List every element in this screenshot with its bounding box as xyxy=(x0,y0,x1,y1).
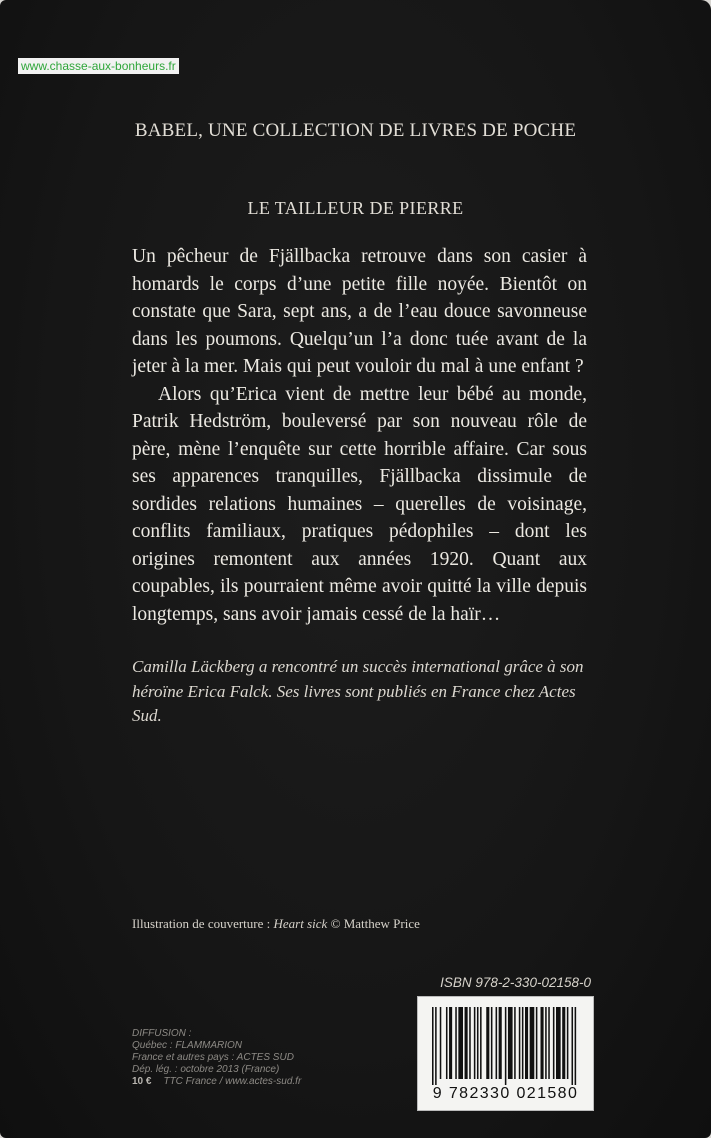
distribution-line-4: TTC France / www.actes-sud.fr xyxy=(163,1076,302,1087)
isbn-number: ISBN 978-2-330-02158-0 xyxy=(440,975,591,990)
illustration-credit xyxy=(132,916,420,932)
distribution-heading: DIFFUSION : xyxy=(132,1028,192,1039)
barcode-bar xyxy=(458,1007,463,1079)
barcode-bar xyxy=(446,1007,448,1079)
barcode-bar xyxy=(556,1007,561,1079)
barcode-bar xyxy=(519,1007,521,1079)
distribution-line-2: France et autres pays : ACTES SUD xyxy=(132,1052,294,1063)
summary-text xyxy=(132,243,587,628)
barcode-bar xyxy=(541,1007,544,1079)
distribution-line-3: Dép. lég. : octobre 2013 (France) xyxy=(132,1064,280,1075)
barcode-bar xyxy=(486,1007,489,1079)
price: 10 € xyxy=(132,1076,152,1087)
summary-paragraph-2: Alors qu’Erica vient de mettre leur bébé au monde, Patrik Hedström, bouleversé par son nouveau rôle de père, mène l’enquête sur cette horrible affaire. Car sous ses apparences tranquilles, Fjällbacka dissimule de sordides relations humaines – querelles de voisinage, conflits familiaux, pratiques pédophiles – dont les origines remontent aux années 1920. Quant aux coupables, ils pourraient même avoir quitté la ville depuis longtemps, sans avoir jamais cessé de la haïr… xyxy=(132,383,587,625)
barcode-bar xyxy=(514,1007,516,1079)
barcode-bar xyxy=(522,1007,524,1079)
barcode-bar xyxy=(432,1007,434,1085)
barcode-bar xyxy=(505,1007,507,1085)
barcode-digits: 9 782330 021580 xyxy=(432,1085,579,1102)
credit-suffix: © Matthew Price xyxy=(327,916,420,931)
barcode-bar xyxy=(477,1007,479,1079)
barcode-bar xyxy=(469,1007,471,1079)
barcode-bar xyxy=(455,1007,457,1079)
barcode-bar xyxy=(499,1007,502,1079)
barcode-bar xyxy=(480,1007,482,1079)
barcode-bar xyxy=(491,1007,493,1079)
barcode-bar xyxy=(465,1007,468,1079)
barcode-bar xyxy=(435,1007,437,1085)
collection-heading: BABEL, UNE COLLECTION DE LIVRES DE POCHE xyxy=(134,120,577,141)
barcode xyxy=(417,996,594,1111)
distribution-line-1: Québec : FLAMMARION xyxy=(132,1040,243,1051)
barcode-bar xyxy=(548,1007,550,1079)
summary-paragraph-1: Un pêcheur de Fjällbacka retrouve dans son casier à homards le corps d’une petite fille noyée. Bientôt on constate que Sara, sept ans, a de l’eau douce savonneuse dans les poumons. Quelqu’un l’a donc tuée avant de la jeter à la mer. Mais qui peut vouloir du mal à une enfant ? xyxy=(132,246,587,377)
author-note: Camilla Läckberg a rencontré un succès international grâce à son héroïne Erica Falck. Ses livres sont publiés en France chez Actes Sud. xyxy=(132,657,584,725)
barcode-bar xyxy=(575,1007,577,1085)
barcode-bar xyxy=(496,1007,498,1079)
barcode-bar xyxy=(440,1007,442,1079)
barcode-bar xyxy=(567,1007,569,1079)
distribution-info xyxy=(132,1028,301,1088)
barcode-bar xyxy=(562,1007,565,1079)
barcode-bar xyxy=(553,1007,555,1079)
distribution-price-line xyxy=(132,1076,301,1088)
watermark-url: www.chasse-aux-bonheurs.fr xyxy=(18,58,179,74)
barcode-bar xyxy=(449,1007,452,1079)
book-title: LE TAILLEUR DE PIERRE xyxy=(247,198,464,218)
barcode-bar xyxy=(536,1007,538,1079)
barcode-bar xyxy=(525,1007,528,1079)
credit-work: Heart sick xyxy=(273,916,328,931)
barcode-bar xyxy=(530,1007,535,1079)
barcode-bars xyxy=(418,997,593,1085)
barcode-bar xyxy=(508,1007,513,1079)
credit-prefix: Illustration de couverture : xyxy=(132,916,274,931)
barcode-bar xyxy=(474,1007,476,1079)
barcode-bar xyxy=(545,1007,547,1079)
barcode-bar xyxy=(572,1007,574,1085)
